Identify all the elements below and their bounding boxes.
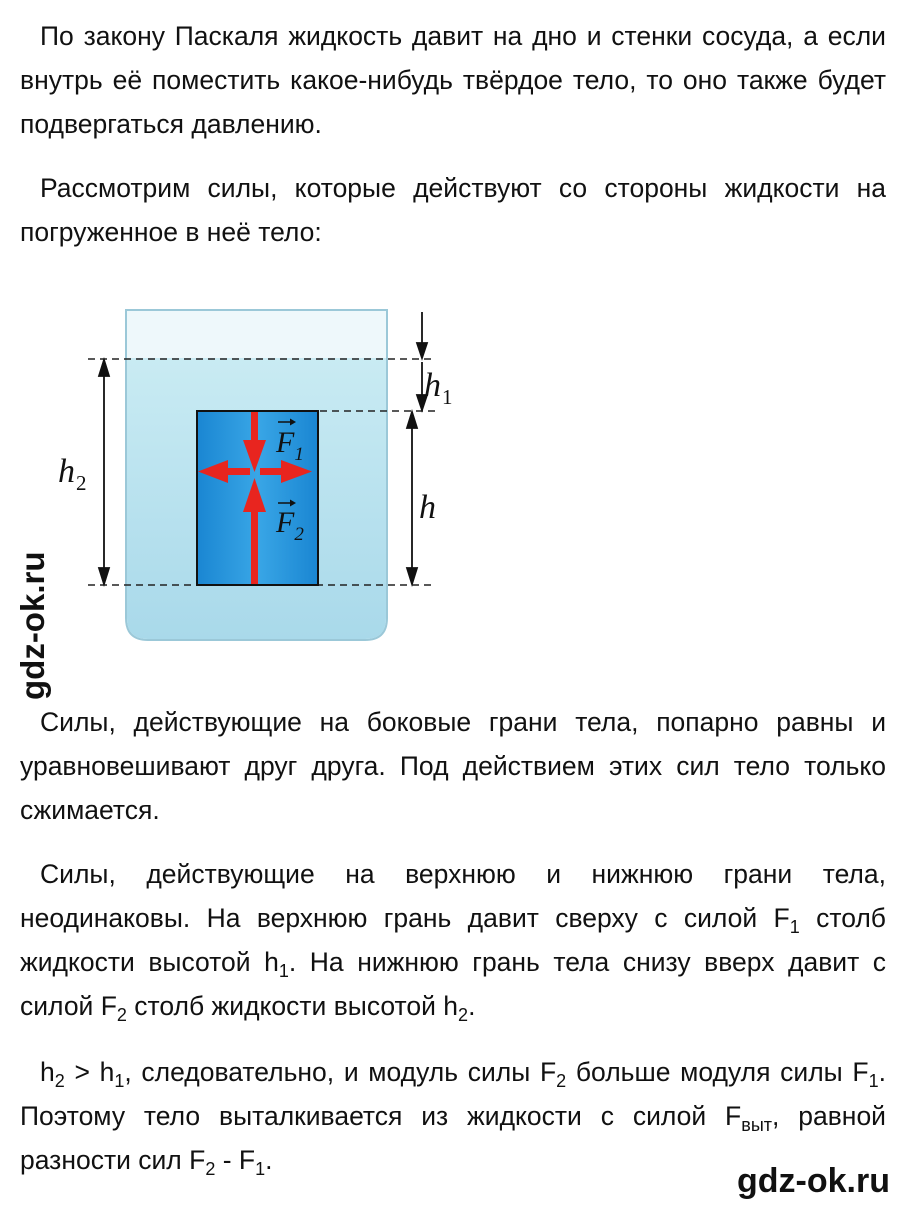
- paragraph-side-forces: Силы, действующие на боковые грани тела, попарно равны и уравновешивают друг друга. Под действием этих сил тело только сжимается.: [20, 707, 886, 825]
- label-h1: $h_1$: [424, 367, 453, 409]
- paragraph-top-bottom-forces: Силы, действующие на верхнюю и нижнюю грани тела, неодинаковы. На верхнюю грань давит сверху с силой $F_1$ столб жидкости высотой $h_1$. На нижнюю грань тела снизу вверх давит с силой $F_2$ столб жидкости высотой $h_2$.: [20, 859, 887, 1025]
- paragraph-buoyant-conclusion: $h_2 > h_1$, следовательно, и модуль силы $F_2$ больше модуля силы $F_1$. Поэтому тело выталкивается из жидкости с силой $F_{выт}$, равной разности сил $F_2 - F_1$.: [20, 1057, 886, 1179]
- paragraph-consider-forces: Рассмотрим силы, которые действуют со стороны жидкости на погруженное в неё тело:: [20, 173, 886, 247]
- immersed-body-diagram: [50, 300, 480, 645]
- watermark-vertical: gdz-ok.ru: [14, 551, 51, 700]
- svg-text:F1: $F_1$: [276, 426, 304, 465]
- label-h: h: [419, 489, 436, 526]
- svg-text:F2: $F_2$: [276, 506, 304, 545]
- paragraph-pascal-law: По закону Паскаля жидкость давит на дно и стенки сосуда, а если внутрь её поместить какое-нибудь твёрдое тело, то оно также будет подвергаться давлению.: [20, 21, 886, 139]
- label-h2: $h_2$: [58, 453, 87, 495]
- watermark-bottom: gdz-ok.ru: [737, 1162, 890, 1200]
